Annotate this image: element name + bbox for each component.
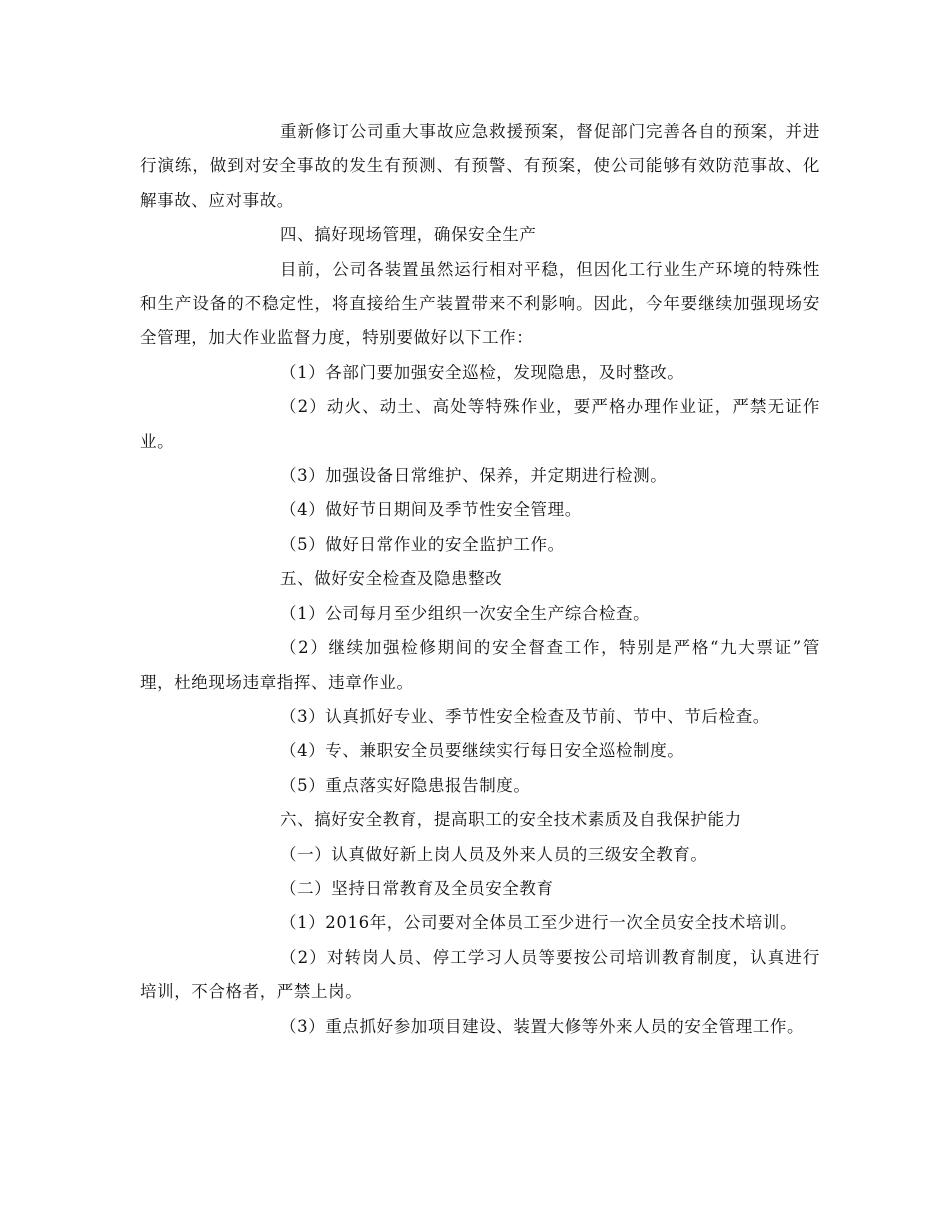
section-heading: 四、搞好现场管理，确保安全生产 bbox=[280, 225, 537, 245]
list-item: （5）做好日常作业的安全监护工作。 bbox=[280, 534, 565, 554]
paragraph: 目前，公司各装置虽然运行相对平稳，但因化工行业生产环境的特殊性和生产设备的不稳定性，将直接给生产装置带来不利影响。因此，今年要继续加强现场安全管理，加大作业监督力度，特别要做好以下工作： bbox=[140, 259, 820, 348]
list-item: （2）继续加强检修期间的安全督查工作，特别是严格“九大票证”管理，杜绝现场违章指挥、违章作业。 bbox=[140, 638, 820, 692]
document-body bbox=[140, 115, 820, 1044]
section-heading: 六、搞好安全教育，提高职工的安全技术素质及自我保护能力 bbox=[280, 810, 742, 830]
list-item: （3）加强设备日常维护、保养，并定期进行检测。 bbox=[280, 466, 668, 486]
list-item: （3）重点抓好参加项目建设、装置大修等外来人员的安全管理工作。 bbox=[280, 1016, 805, 1036]
list-item: （3）认真抓好专业、季节性安全检查及节前、节中、节后检查。 bbox=[280, 706, 770, 726]
section-heading: 五、做好安全检查及隐患整改 bbox=[280, 569, 503, 589]
list-item: （1）2016年，公司要对全体员工至少进行一次全员安全技术培训。 bbox=[280, 913, 798, 933]
paragraph: 重新修订公司重大事故应急救援预案，督促部门完善各自的预案，并进行演练，做到对安全事故的发生有预测、有预警、有预案，使公司能够有效防范事故、化解事故、应对事故。 bbox=[140, 122, 820, 210]
sub-heading: （二）坚持日常教育及全员安全教育 bbox=[280, 878, 554, 898]
list-item: （2）动火、动土、高处等特殊作业，要严格办理作业证，严禁无证作业。 bbox=[140, 397, 820, 451]
list-item: （4）专、兼职安全员要继续实行每日安全巡检制度。 bbox=[280, 741, 685, 761]
list-item: （1）各部门要加强安全巡检，发现隐患，及时整改。 bbox=[280, 362, 685, 382]
list-item: （4）做好节日期间及季节性安全管理。 bbox=[280, 500, 582, 520]
list-item: （2）对转岗人员、停工学习人员等要按公司培训教育制度，认真进行培训，不合格者，严禁上岗。 bbox=[140, 947, 820, 1002]
list-item: （1）公司每月至少组织一次安全生产综合检查。 bbox=[280, 603, 651, 623]
sub-heading: （一）认真做好新上岗人员及外来人员的三级安全教育。 bbox=[280, 844, 708, 864]
list-item: （5）重点落实好隐患报告制度。 bbox=[280, 775, 531, 795]
